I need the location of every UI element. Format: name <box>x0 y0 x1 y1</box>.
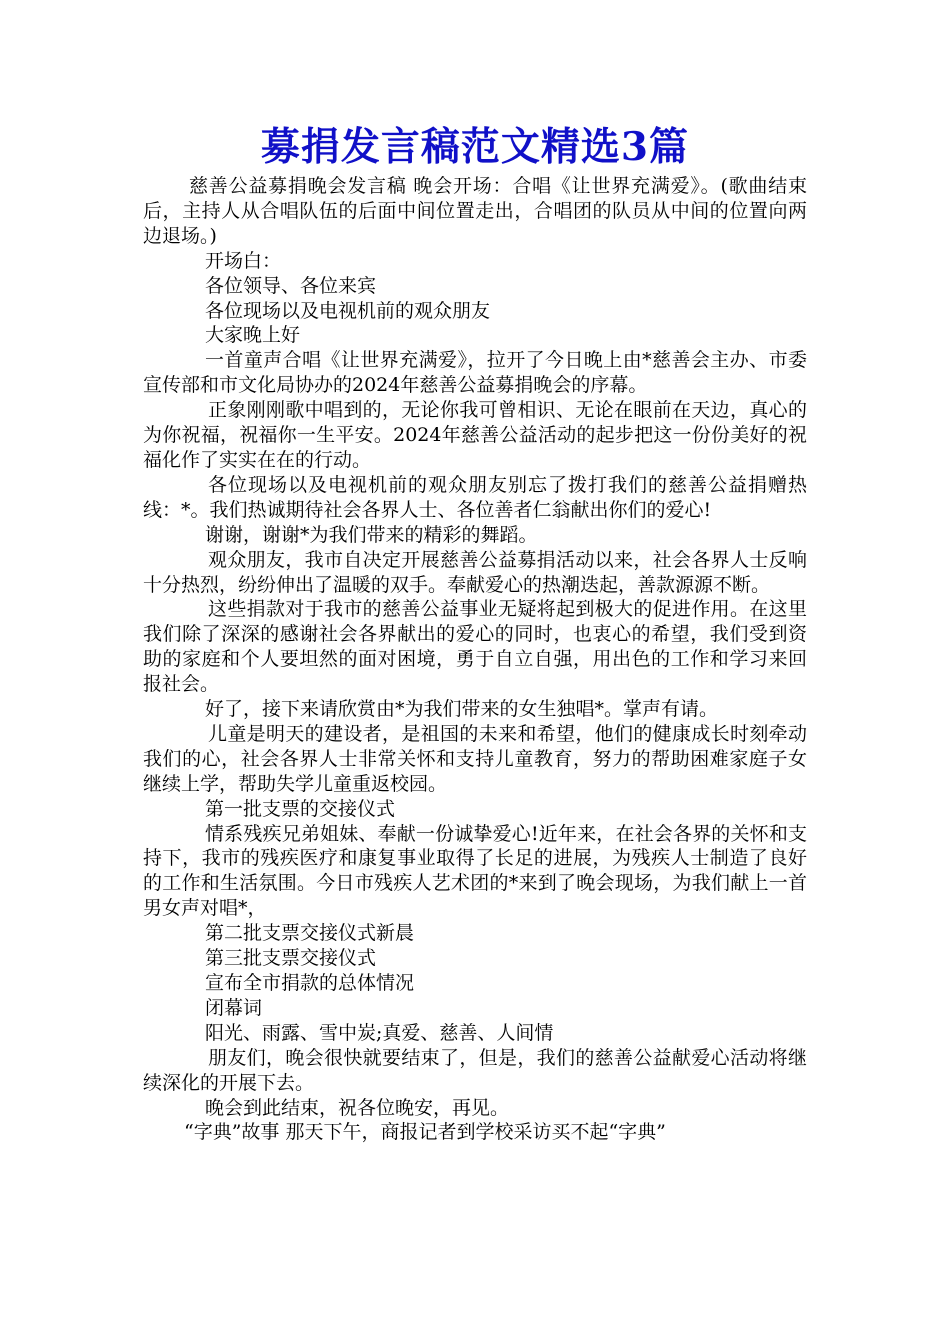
paragraph: 好了，接下来请欣赏由*为我们带来的女生独唱*。掌声有请。 <box>205 698 719 721</box>
paragraph: 谢谢，谢谢*为我们带来的精彩的舞蹈。 <box>205 523 538 546</box>
document-body <box>143 174 807 1145</box>
document-page <box>143 118 807 1145</box>
paragraph: 一首童声合唱《让世界充满爱》，拉开了今日晚上由*慈善会主办、市委宣传部和市文化局协办的2024年慈善公益募捐晚会的序幕。 <box>143 349 807 397</box>
paragraph: 第二批支票交接仪式新晨 <box>205 922 415 945</box>
paragraph: 各位现场以及电视机前的观众朋友 <box>205 299 491 322</box>
paragraph: 第一批支票的交接仪式 <box>205 797 396 820</box>
paragraph: 晚会到此结束，祝各位晚安，再见。 <box>205 1096 510 1119</box>
paragraph: 开场白： <box>205 249 282 272</box>
paragraph: 儿童是明天的建设者，是祖国的未来和希望，他们的健康成长时刻牵动我们的心，社会各界人士非常关怀和支持儿童教育，努力的帮助困难家庭子女继续上学，帮助失学儿童重返校园。 <box>143 722 807 795</box>
paragraph: 闭幕词 <box>205 996 263 1019</box>
paragraph: 第三批支票交接仪式 <box>205 947 377 970</box>
paragraph: 慈善公益募捐晚会发言稿 晚会开场：合唱《让世界充满爱》。(歌曲结束后，主持人从合唱队伍的后面中间位置走出，合唱团的队员从中间的位置向两边退场。) <box>143 175 807 247</box>
paragraph: “字典”故事 那天下午，商报记者到学校采访买不起“字典” <box>184 1121 666 1144</box>
paragraph: 情系残疾兄弟姐妹、奉献一份诚挚爱心!近年来，在社会各界的关怀和支持下，我市的残疾医疗和康复事业取得了长足的进展，为残疾人士制造了良好的工作和生活氛围。今日市残疾人艺术团的*来到了晚会现场，为我们献上一首男女声对唱*， <box>143 822 807 920</box>
paragraph: 各位领导、各位来宾 <box>205 274 377 297</box>
document-title: 募捐发言稿范文精选3篇 <box>260 124 690 170</box>
paragraph: 这些捐款对于我市的慈善公益事业无疑将起到极大的促进作用。在这里我们除了深深的感谢社会各界献出的爱心的同时，也衷心的希望，我们受到资助的家庭和个人要坦然的面对困境，勇于自立自强，用出色的工作和学习来回报社会。 <box>143 598 807 696</box>
paragraph: 阳光、雨露、雪中炭;真爱、慈善、人间情 <box>205 1021 554 1044</box>
paragraph: 观众朋友，我市自决定开展慈善公益募捐活动以来，社会各界人士反响十分热烈，纷纷伸出了温暖的双手。奉献爱心的热潮迭起，善款源源不断。 <box>143 548 807 596</box>
paragraph: 各位现场以及电视机前的观众朋友别忘了拨打我们的慈善公益捐赠热线：*。我们热诚期待社会各界人士、各位善者仁翁献出你们的爱心! <box>143 473 807 521</box>
paragraph: 大家晚上好 <box>205 324 301 347</box>
paragraph: 正象刚刚歌中唱到的，无论你我可曾相识、无论在眼前在天边，真心的为你祝福，祝福你一生平安。2024年慈善公益活动的起步把这一份份美好的祝福化作了实实在在的行动。 <box>143 399 807 471</box>
paragraph: 宣布全市捐款的总体情况 <box>205 972 415 994</box>
paragraph: 朋友们，晚会很快就要结束了，但是，我们的慈善公益献爱心活动将继续深化的开展下去。 <box>143 1046 807 1094</box>
